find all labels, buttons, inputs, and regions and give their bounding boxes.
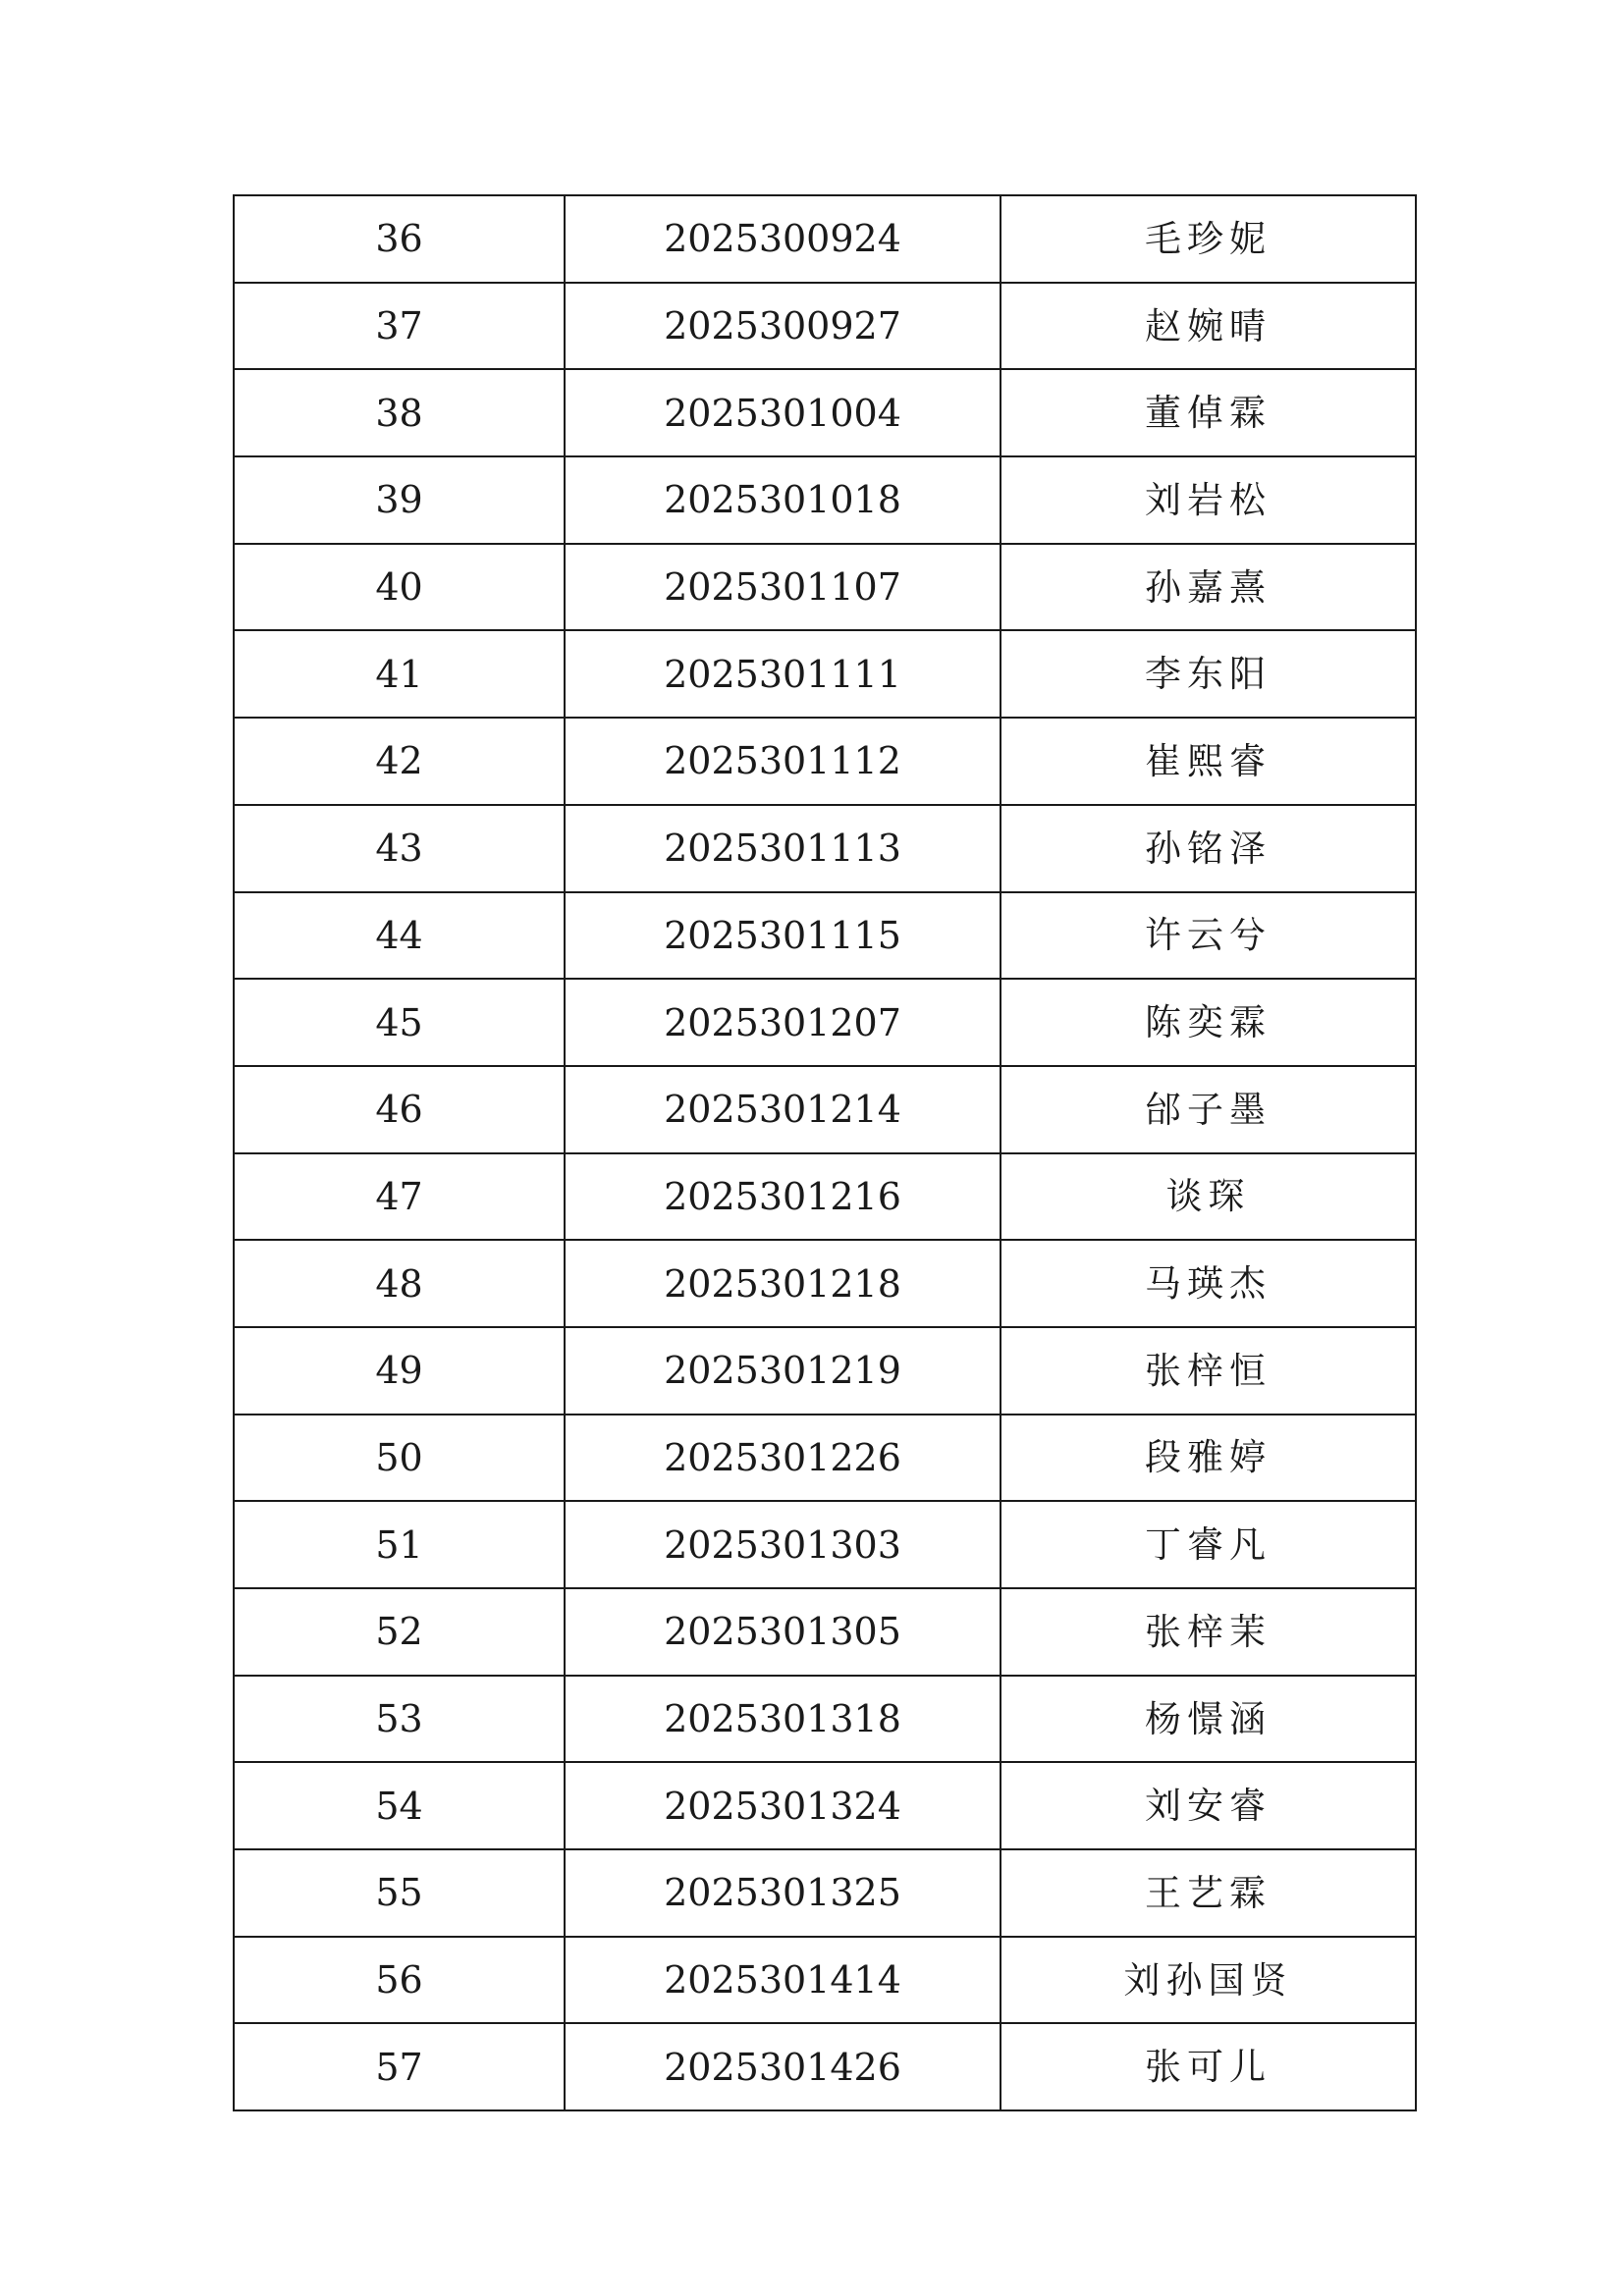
student-name: 崔熙睿 xyxy=(1001,718,1416,805)
student-id: 2025301107 xyxy=(565,544,1001,631)
table-row xyxy=(234,892,1416,980)
table-row xyxy=(234,979,1416,1066)
student-name: 丁睿凡 xyxy=(1001,1501,1416,1588)
table-row xyxy=(234,283,1416,370)
row-number: 56 xyxy=(234,1937,565,2024)
student-id: 2025301207 xyxy=(565,979,1001,1066)
student-id: 2025301218 xyxy=(565,1240,1001,1327)
student-id: 2025301305 xyxy=(565,1588,1001,1676)
student-id: 2025301414 xyxy=(565,1937,1001,2024)
table-row xyxy=(234,1762,1416,1849)
table-row xyxy=(234,630,1416,718)
student-name: 孙铭泽 xyxy=(1001,805,1416,892)
table-row xyxy=(234,1501,1416,1588)
roster-body xyxy=(234,195,1416,2110)
row-number: 44 xyxy=(234,892,565,980)
row-number: 40 xyxy=(234,544,565,631)
table-row xyxy=(234,718,1416,805)
student-id: 2025301113 xyxy=(565,805,1001,892)
row-number: 55 xyxy=(234,1849,565,1937)
student-id: 2025301324 xyxy=(565,1762,1001,1849)
student-id: 2025301216 xyxy=(565,1153,1001,1241)
table-row xyxy=(234,544,1416,631)
student-name: 张梓茉 xyxy=(1001,1588,1416,1676)
row-number: 49 xyxy=(234,1327,565,1415)
table-row xyxy=(234,1588,1416,1676)
student-id: 2025300924 xyxy=(565,195,1001,283)
table-row xyxy=(234,1849,1416,1937)
row-number: 37 xyxy=(234,283,565,370)
student-name: 杨憬涵 xyxy=(1001,1676,1416,1763)
student-name: 谈琛 xyxy=(1001,1153,1416,1241)
student-id: 2025301325 xyxy=(565,1849,1001,1937)
row-number: 41 xyxy=(234,630,565,718)
row-number: 51 xyxy=(234,1501,565,1588)
student-id: 2025301111 xyxy=(565,630,1001,718)
student-roster-table xyxy=(233,194,1417,2111)
student-id: 2025301115 xyxy=(565,892,1001,980)
row-number: 42 xyxy=(234,718,565,805)
student-name: 段雅婷 xyxy=(1001,1415,1416,1502)
row-number: 57 xyxy=(234,2023,565,2110)
table-row xyxy=(234,2023,1416,2110)
student-id: 2025301112 xyxy=(565,718,1001,805)
student-name: 张可儿 xyxy=(1001,2023,1416,2110)
row-number: 53 xyxy=(234,1676,565,1763)
table-row xyxy=(234,1153,1416,1241)
row-number: 38 xyxy=(234,369,565,456)
table-row xyxy=(234,805,1416,892)
table-row xyxy=(234,1415,1416,1502)
row-number: 39 xyxy=(234,456,565,544)
student-name: 马瑛杰 xyxy=(1001,1240,1416,1327)
row-number: 54 xyxy=(234,1762,565,1849)
student-name: 王艺霖 xyxy=(1001,1849,1416,1937)
table-row xyxy=(234,1066,1416,1153)
table-row xyxy=(234,1327,1416,1415)
student-id: 2025301318 xyxy=(565,1676,1001,1763)
student-name: 张梓恒 xyxy=(1001,1327,1416,1415)
row-number: 36 xyxy=(234,195,565,283)
student-name: 刘安睿 xyxy=(1001,1762,1416,1849)
table-row xyxy=(234,456,1416,544)
student-id: 2025301226 xyxy=(565,1415,1001,1502)
student-id: 2025300927 xyxy=(565,283,1001,370)
student-name: 孙嘉熹 xyxy=(1001,544,1416,631)
student-name: 邰子墨 xyxy=(1001,1066,1416,1153)
row-number: 46 xyxy=(234,1066,565,1153)
student-name: 赵婉晴 xyxy=(1001,283,1416,370)
row-number: 47 xyxy=(234,1153,565,1241)
row-number: 45 xyxy=(234,979,565,1066)
row-number: 52 xyxy=(234,1588,565,1676)
row-number: 50 xyxy=(234,1415,565,1502)
row-number: 48 xyxy=(234,1240,565,1327)
student-name: 李东阳 xyxy=(1001,630,1416,718)
student-id: 2025301018 xyxy=(565,456,1001,544)
student-id: 2025301214 xyxy=(565,1066,1001,1153)
student-id: 2025301004 xyxy=(565,369,1001,456)
table-row xyxy=(234,195,1416,283)
student-name: 董倬霖 xyxy=(1001,369,1416,456)
student-name: 刘岩松 xyxy=(1001,456,1416,544)
student-id: 2025301219 xyxy=(565,1327,1001,1415)
student-id: 2025301303 xyxy=(565,1501,1001,1588)
table-row xyxy=(234,369,1416,456)
table-row xyxy=(234,1937,1416,2024)
student-name: 毛珍妮 xyxy=(1001,195,1416,283)
student-name: 陈奕霖 xyxy=(1001,979,1416,1066)
student-name: 许云兮 xyxy=(1001,892,1416,980)
student-id: 2025301426 xyxy=(565,2023,1001,2110)
row-number: 43 xyxy=(234,805,565,892)
table-row xyxy=(234,1240,1416,1327)
student-name: 刘孙国贤 xyxy=(1001,1937,1416,2024)
table-row xyxy=(234,1676,1416,1763)
